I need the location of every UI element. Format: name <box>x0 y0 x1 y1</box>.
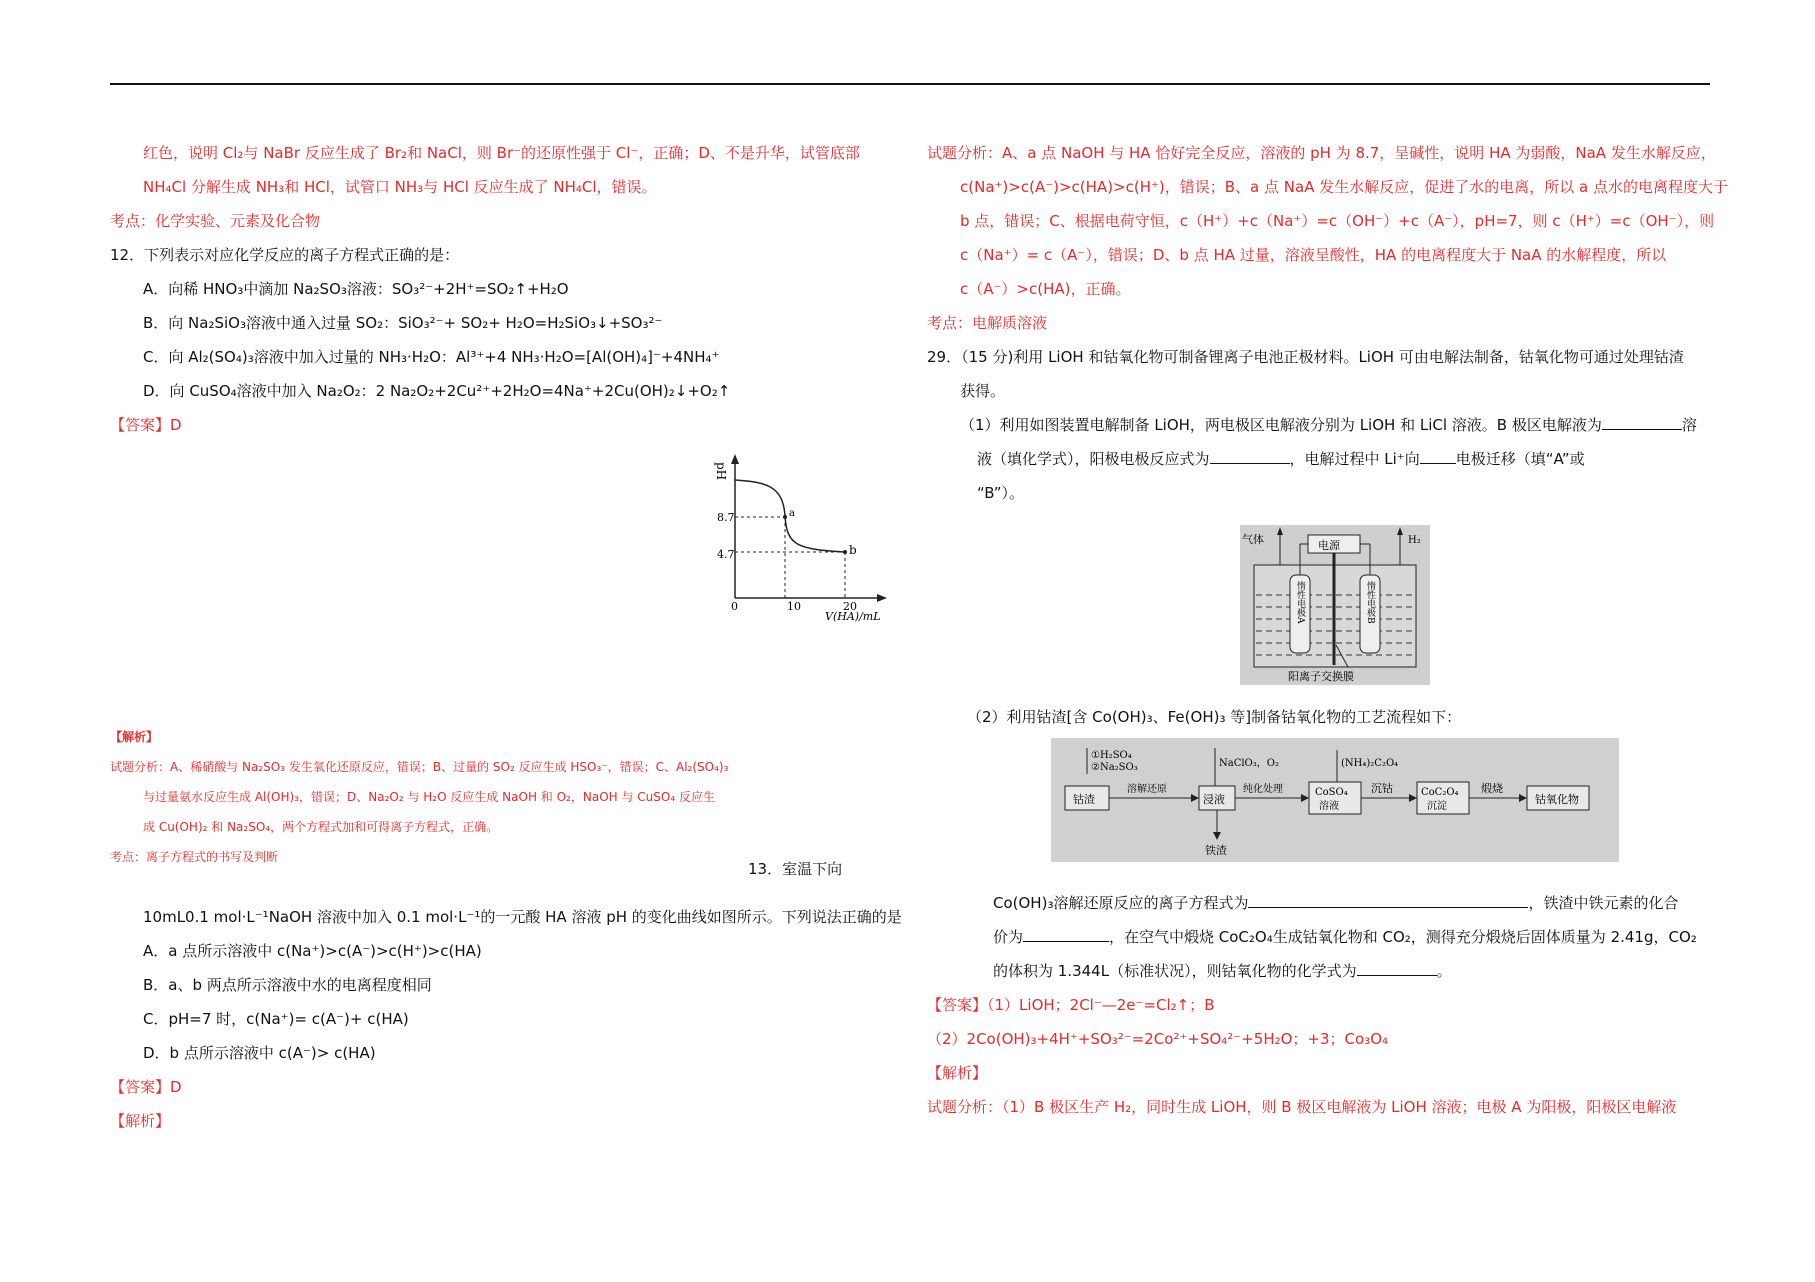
box-label: 浸液 <box>1203 793 1225 806</box>
option-c: C．向 Al₂(SO₄)₃溶液中加入过量的 NH₃·H₂O：Al³⁺+4 NH₃·H₂O=[Al(OH)₄]⁻+4NH₄⁺ <box>143 348 720 366</box>
analysis-line: c（Na⁺）= c（A⁻），错误；D、b 点 HA 过量，溶液呈酸性，HA 的电离程度大于 NaA 的水解程度，所以 <box>960 246 1667 264</box>
analysis-line: 试题分析：A、a 点 NaOH 与 HA 恰好完全反应，溶液的 pH 为 8.7，呈碱性，说明 HA 为弱酸，NaA 发生水解反应， <box>927 144 1716 162</box>
text-line: NH₄Cl 分解生成 NH₃和 HCl，试管口 NH₃与 HCl 反应生成了 NH₄Cl，错误。 <box>143 178 657 196</box>
reagent-1b: ②Na₂SO₃ <box>1091 762 1138 773</box>
question-29-1: （1）利用如图装置电解制备 LiOH，两电极区电解液分别为 LiOH 和 LiCl 溶液。B 极区电解液为 溶 <box>960 416 1697 434</box>
question-29-2a: Co(OH)₃溶解还原反应的离子方程式为 ，铁渣中铁元素的化合 <box>993 894 1679 912</box>
right-column <box>927 136 1728 510</box>
step-label: 纯化处理 <box>1243 784 1283 795</box>
power-label: 电源 <box>1318 539 1340 552</box>
gas-left-label: 气体 <box>1242 533 1264 546</box>
analysis-line: c(Na⁺)>c(A⁻)>c(HA)>c(H⁺)，错误；B、a 点 NaA 发生水解反应，促进了水的电离，所以 a 点水的电离程度大于 <box>960 178 1728 196</box>
electrolysis-cell-figure <box>1240 525 1430 685</box>
ph-titration-graph <box>705 450 905 630</box>
question-13 <box>110 900 910 1138</box>
electrode-b-label: 惰性电极B <box>1365 581 1375 624</box>
reagent-3: (NH₄)₂C₂O₄ <box>1341 758 1399 769</box>
y-axis-label: pH <box>714 462 728 481</box>
question-29: 29．（15 分)利用 LiOH 和钴氧化物可制备锂离子电池正极材料。LiOH 可由电解法制备，钴氧化物可通过处理钴渣 <box>927 348 1684 366</box>
option-d: D．向 CuSO₄溶液中加入 Na₂O₂：2 Na₂O₂+2Cu²⁺+2H₂O=4Na⁺+2Cu(OH)₂↓+O₂↑ <box>143 382 731 400</box>
option-d: D．b 点所示溶液中 c(A⁻)> c(HA) <box>143 1044 376 1062</box>
text-line: 红色，说明 Cl₂与 NaBr 反应生成了 Br₂和 NaCl，则 Br⁻的还原性强于 Cl⁻，正确；D、不是升华，试管底部 <box>143 144 860 162</box>
jiexi-line: 与过量氨水反应生成 Al(OH)₃，错误；D、Na₂O₂ 与 H₂O 反应生成 NaOH 和 O₂，NaOH 与 CuSO₄ 反应生 <box>143 790 715 804</box>
right-lower <box>927 886 1717 1124</box>
left-column <box>110 136 910 442</box>
box-label: 沉淀 <box>1427 801 1447 812</box>
step-label: 溶解还原 <box>1127 784 1167 795</box>
question-29-2b: 价为 ，在空气中煅烧 CoC₂O₄生成钴氧化物和 CO₂，测得充分煅烧后固体质量为 2.41g，CO₂ <box>993 928 1697 946</box>
electrode-a-label: 惰性电极A <box>1295 581 1305 624</box>
box-label: 钴氧化物 <box>1535 793 1579 806</box>
option-b: B．a、b 两点所示溶液中水的电离程度相同 <box>143 976 432 994</box>
x-axis-label: V(HA)/mL <box>825 610 881 623</box>
waste-label: 铁渣 <box>1205 844 1227 857</box>
option-c: C．pH=7 时，c(Na⁺)= c(A⁻)+ c(HA) <box>143 1010 409 1028</box>
reagent-1a: ①H₂SO₄ <box>1091 750 1132 761</box>
reagent-2: NaClO₃，O₂ <box>1219 758 1279 769</box>
header-rule <box>110 83 1710 85</box>
box-label: CoSO₄ <box>1315 787 1348 798</box>
jiexi-line: 成 Cu(OH)₂ 和 Na₂SO₄，两个方程式加和可得离子方程式，正确。 <box>143 820 499 834</box>
kaodian-line: 考点：离子方程式的书写及判断 <box>110 850 279 864</box>
point-a-marker <box>783 515 787 519</box>
membrane-label: 阳离子交换膜 <box>1288 670 1354 683</box>
question-13-text: 10mL0.1 mol·L⁻¹NaOH 溶液中加入 0.1 mol·L⁻¹的一元酸 HA 溶液 pH 的变化曲线如图所示。下列说法正确的是 <box>143 908 902 926</box>
analysis-line: b 点，错误；C、根据电荷守恒，c（H⁺）+c（Na⁺）=c（OH⁻）+c（A⁻），pH=7，则 c（H⁺）=c（OH⁻），则 <box>960 212 1715 230</box>
kaodian-line: 考点：化学实验、元素及化合物 <box>110 212 321 230</box>
point-b-marker <box>843 550 847 554</box>
jiexi-line: 试题分析：A、稀硝酸与 Na₂SO₃ 发生氧化还原反应，错误；B、过量的 SO₂ 反应生成 HSO₃⁻，错误；C、Al₂(SO₄)₃ <box>110 760 729 774</box>
point-a-label: a <box>789 508 795 519</box>
question-29-1-cont: 液（填化学式），阳极电极反应式为 ，电解过程中 Li⁺向 电极迁移（填“A”或 <box>977 450 1585 468</box>
box-label: 钴渣 <box>1073 793 1095 806</box>
point-b-label: b <box>849 543 857 557</box>
left-jiexi <box>110 722 910 872</box>
answer-29-2: （2）2Co(OH)₃+4H⁺+SO₃²⁻=2Co²⁺+SO₄²⁻+5H₂O；+3；Co₃O₄ <box>927 1030 1389 1048</box>
answer-29-1: 【答案】（1）LiOH；2Cl⁻—2e⁻=Cl₂↑；B <box>927 996 1215 1014</box>
x-tick-label: 10 <box>787 600 801 613</box>
option-a: A．a 点所示溶液中 c(Na⁺)>c(A⁻)>c(H⁺)>c(HA) <box>143 942 482 960</box>
process-flow-chart <box>1051 738 1619 862</box>
kaodian-line: 考点：电解质溶液 <box>927 314 1048 332</box>
analysis-line: 试题分析：（1）B 极区生产 H₂，同时生成 LiOH，则 B 极区电解液为 LiOH 溶液；电极 A 为阳极，阳极区电解液 <box>927 1098 1677 1116</box>
step-label: 沉钴 <box>1371 782 1393 795</box>
y-tick-label: 8.7 <box>717 511 735 524</box>
y-tick-label: 4.7 <box>717 548 735 561</box>
option-a: A．向稀 HNO₃中滴加 Na₂SO₃溶液：SO₃²⁻+2H⁺=SO₂↑+H₂O <box>143 280 569 298</box>
question-12: 12．下列表示对应化学反应的离子方程式正确的是： <box>110 246 460 264</box>
question-29-cont: 获得。 <box>960 382 1006 400</box>
box-label: 溶液 <box>1319 801 1339 812</box>
step-label: 煅烧 <box>1481 782 1503 795</box>
jiexi-title: 【解析】 <box>110 1112 171 1130</box>
analysis-line: c（A⁻）>c(HA)，正确。 <box>960 280 1131 298</box>
question-29-1-end: “B”）。 <box>977 484 1025 502</box>
gas-right-label: H₂ <box>1408 535 1421 546</box>
answer-13: 【答案】D <box>110 1078 182 1096</box>
question-13-head: 13．室温下向 <box>748 860 843 878</box>
x-tick-label: 20 <box>843 600 857 613</box>
option-b: B．向 Na₂SiO₃溶液中通入过量 SO₂：SiO₃²⁻+ SO₂+ H₂O=H₂SiO₃↓+SO₃²⁻ <box>143 314 663 332</box>
jiexi-title: 【解析】 <box>927 1064 988 1082</box>
answer-12: 【答案】D <box>110 416 182 434</box>
question-29-2c: 的体积为 1.344L（标准状况），则钴氧化物的化学式为 。 <box>993 962 1452 980</box>
x-tick-label: 0 <box>731 600 738 613</box>
question-29-2: （2）利用钴渣[含 Co(OH)₃、Fe(OH)₃ 等]制备钴氧化物的工艺流程如下： <box>967 708 1462 726</box>
jiexi-title: 【解析】 <box>110 730 159 744</box>
box-label: CoC₂O₄ <box>1421 787 1459 798</box>
